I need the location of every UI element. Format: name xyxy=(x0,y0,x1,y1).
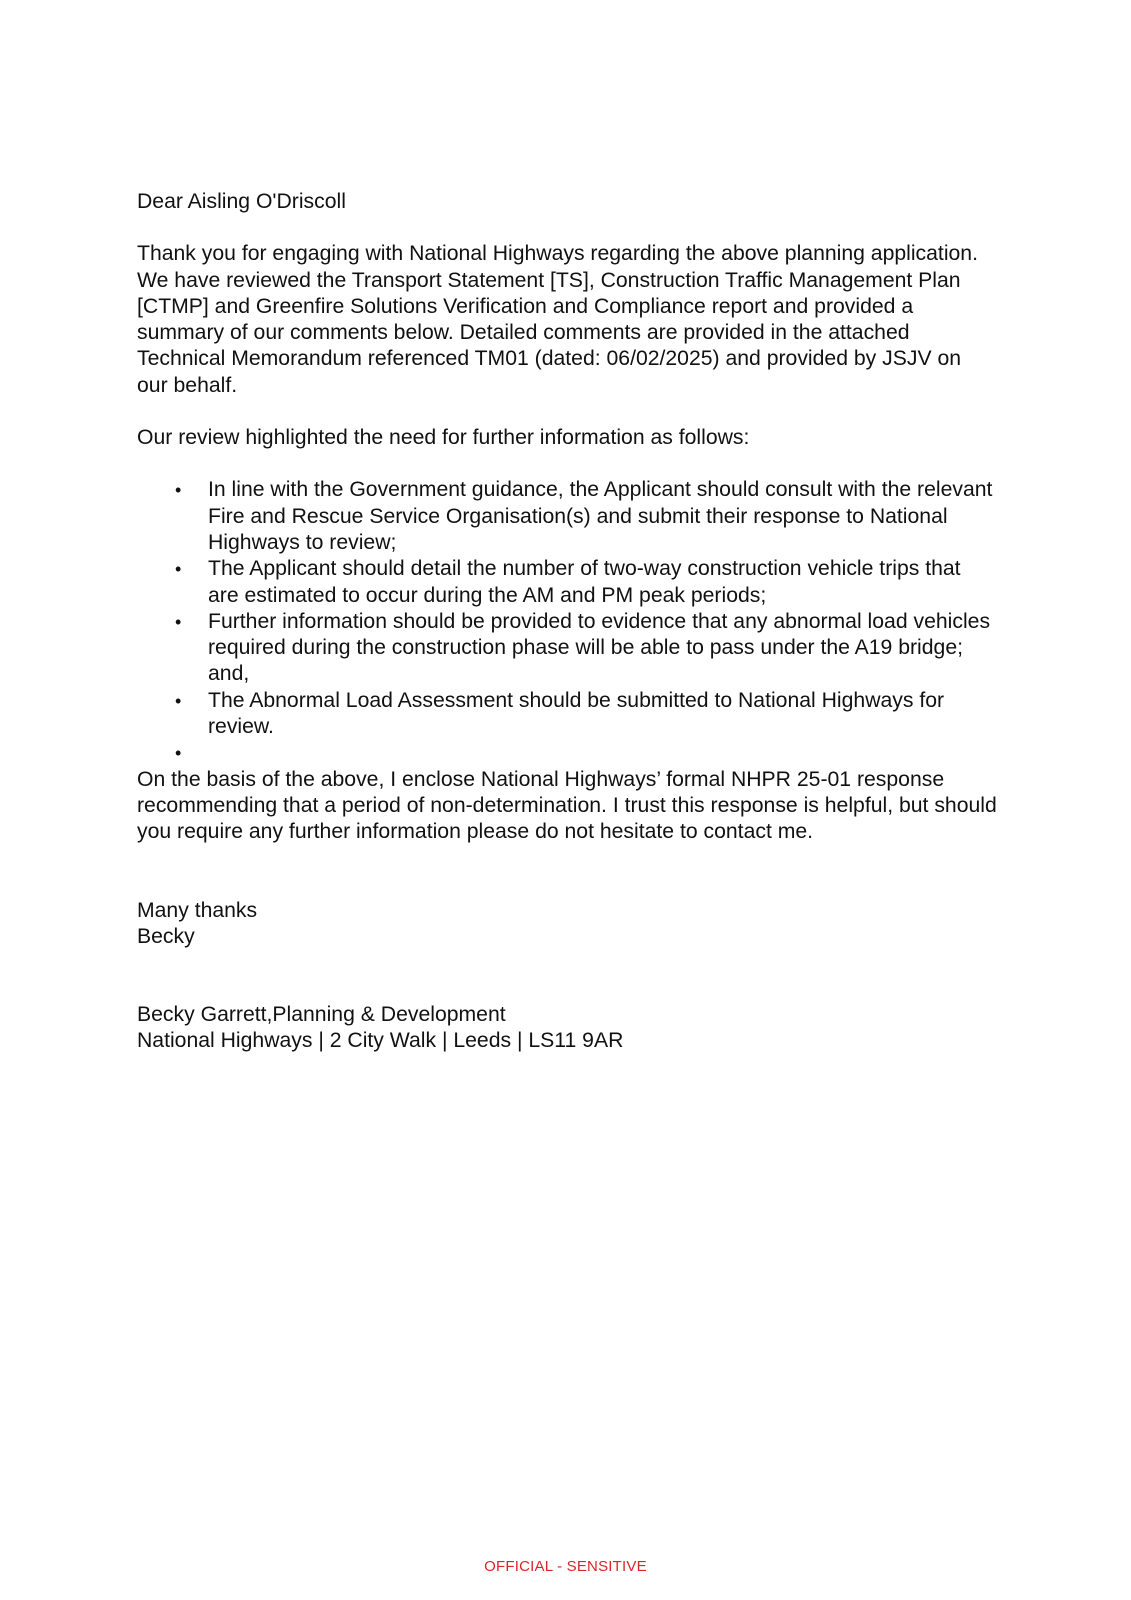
signature-name: Becky Garrett,Planning & Development xyxy=(137,1003,506,1027)
list-item xyxy=(137,556,997,609)
list-item-empty xyxy=(137,740,997,766)
signoff-line: Many thanks xyxy=(137,898,258,922)
lead-sentence: Our review highlighted the need for further information as follows: xyxy=(137,426,750,450)
list-item xyxy=(137,688,997,741)
bullet-icon: • xyxy=(175,480,182,501)
signoff xyxy=(137,898,997,951)
signoff-name: Becky xyxy=(137,924,195,948)
signature-block xyxy=(137,1002,997,1055)
list-item-text: Further information should be provided to evidence that any abnormal load vehicles required during the construction phase will be able to pass under the A19 bridge; and, xyxy=(208,609,991,686)
bullet-icon: • xyxy=(175,611,182,632)
list-item-text: The Abnormal Load Assessment should be submitted to National Highways for review. xyxy=(208,688,945,739)
signature-address: National Highways | 2 City Walk | Leeds | LS11 9AR xyxy=(137,1029,624,1053)
bullet-icon: • xyxy=(175,559,182,580)
bullet-icon: • xyxy=(175,690,182,711)
classification-marking: OFFICIAL - SENSITIVE xyxy=(484,1558,647,1575)
intro-paragraph: Thank you for engaging with National Highways regarding the above planning application. We have reviewed the Transport Statement [TS], Construction Traffic Management Plan [CTMP] and Greenfire Solutions Verification and Compliance report and provided a summary of our comments below. Detailed comments are provided in the attached Technical Memorandum referenced TM01 (dated: 06/02/2025) and provided by JSJV on our behalf. xyxy=(137,242,978,397)
list-item-text: In line with the Government guidance, the Applicant should consult with the relevant Fire and Rescue Service Organisation(s) and submit their response to National Highways to review; xyxy=(208,478,993,554)
list-item xyxy=(137,477,997,556)
closing-paragraph: On the basis of the above, I enclose National Highways’ formal NHPR 25-01 response recommending that a period of non-determination. I trust this response is helpful, but should you require any further information please do not hesitate to contact me. xyxy=(137,767,997,844)
salutation: Dear Aisling O'Driscoll xyxy=(137,190,346,213)
requests-list xyxy=(137,477,997,766)
list-item xyxy=(137,609,997,688)
list-item-text: The Applicant should detail the number of two-way construction vehicle trips that are estimated to occur during the AM and PM peak periods; xyxy=(208,557,961,607)
bullet-icon: • xyxy=(175,743,182,764)
letter-body xyxy=(137,189,997,1055)
